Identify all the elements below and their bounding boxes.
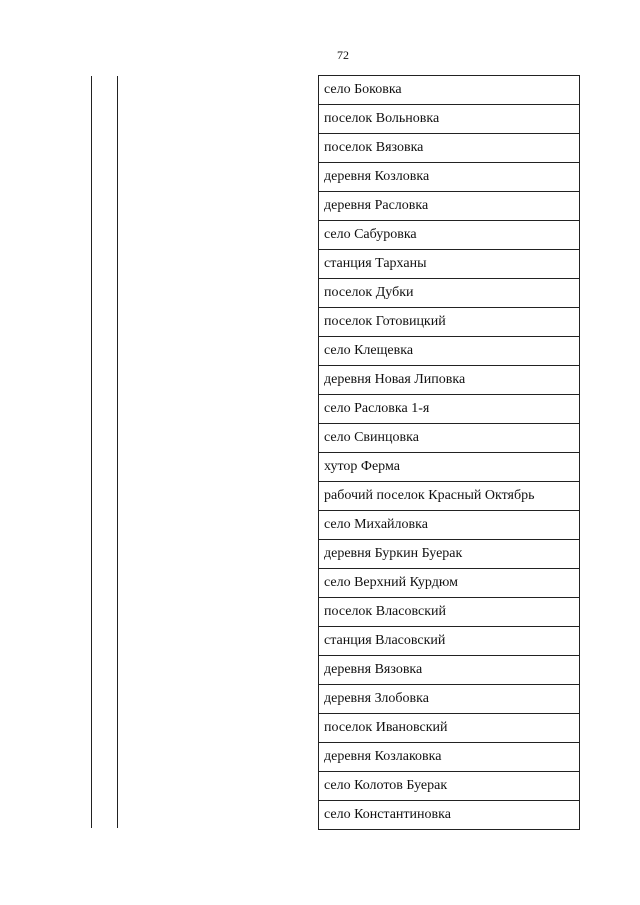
table-row: деревня Вязовка (319, 656, 579, 685)
table-row: хутор Ферма (319, 453, 579, 482)
table-row: поселок Готовицкий (319, 308, 579, 337)
table-column-divider-2 (117, 76, 118, 828)
table-row: рабочий поселок Красный Октябрь (319, 482, 579, 511)
table-row: поселок Дубки (319, 279, 579, 308)
table-row: село Расловка 1-я (319, 395, 579, 424)
table-row: деревня Буркин Буерак (319, 540, 579, 569)
table-row: поселок Вязовка (319, 134, 579, 163)
table-row: деревня Козлаковка (319, 743, 579, 772)
page-number: 72 (337, 48, 349, 62)
table-row: станция Тарханы (319, 250, 579, 279)
table-row: село Сабуровка (319, 221, 579, 250)
table-row: село Боковка (319, 76, 579, 105)
table-row: село Верхний Курдюм (319, 569, 579, 598)
table-row: деревня Козловка (319, 163, 579, 192)
table-row: деревня Расловка (319, 192, 579, 221)
settlement-table (318, 75, 580, 830)
table-row: село Колотов Буерак (319, 772, 579, 801)
table-row: поселок Власовский (319, 598, 579, 627)
table-row: село Свинцовка (319, 424, 579, 453)
table-row: деревня Новая Липовка (319, 366, 579, 395)
table-row: поселок Ивановский (319, 714, 579, 743)
table-row: станция Власовский (319, 627, 579, 656)
table-row: деревня Злобовка (319, 685, 579, 714)
table-row: село Клещевка (319, 337, 579, 366)
table-row: село Константиновка (319, 801, 579, 830)
table-row: село Михайловка (319, 511, 579, 540)
table-row: поселок Вольновка (319, 105, 579, 134)
table-column-divider-1 (91, 76, 92, 828)
